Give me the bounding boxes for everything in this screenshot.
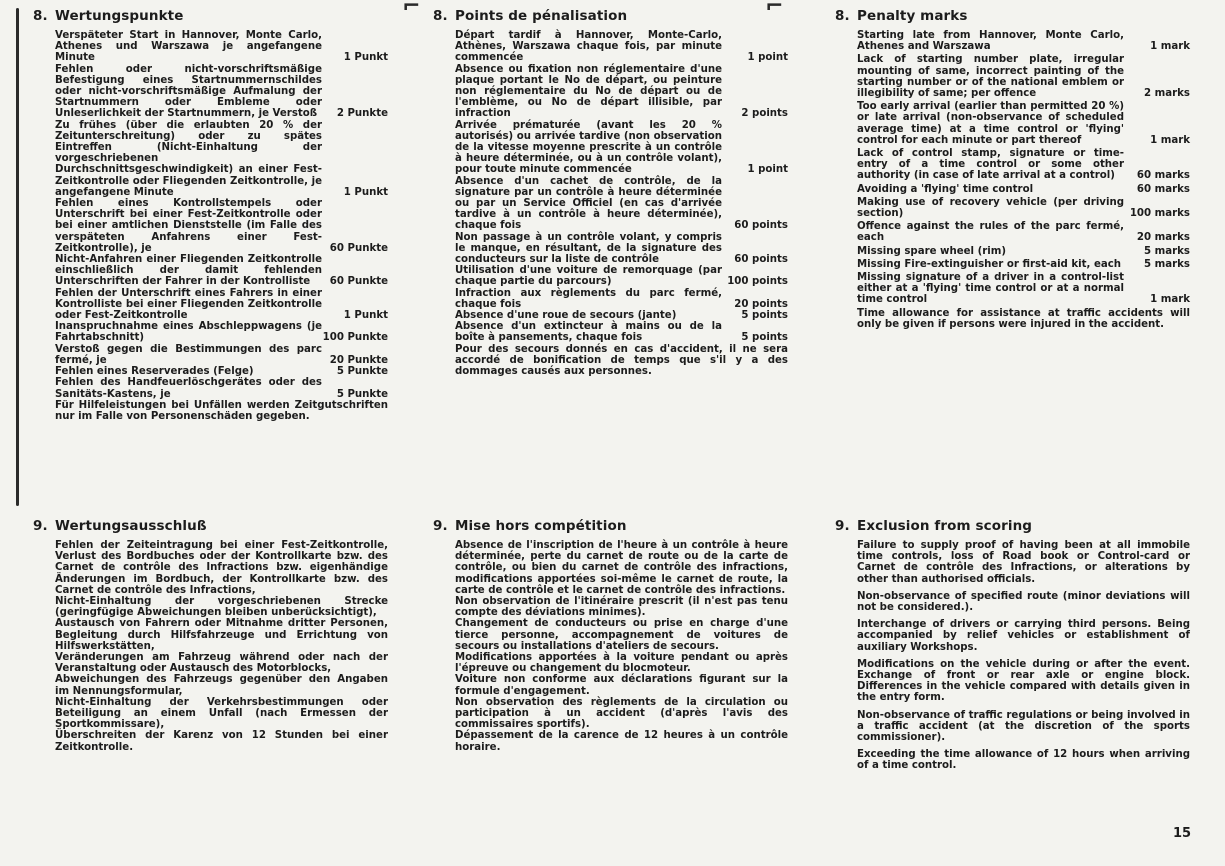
page-number: 15 — [1173, 826, 1192, 841]
exclusion-item: Non-observance of specified route (minor deviations will not be considered.). — [857, 590, 1190, 614]
section-heading: 9. Exclusion from scoring — [835, 518, 1033, 534]
penalty-row: Starting late from Hannover, Monte Carlo, Athenes and Warszawa 1 mark — [857, 30, 1190, 53]
penalty-row: Absence ou fixation non réglementaire d'une plaque portant le No de départ, ou peinture non réglementaire du No de départ ou de l'emblème, ou No de départ illisible, par infraction 2 points — [455, 63, 788, 120]
margin-mark-right: ⌐ — [765, 0, 784, 19]
penalty-row: Verspäteter Start in Hannover, Monte Carlo, Athenes und Warszawa je angefangene Minute 1 Punkt — [55, 30, 388, 64]
penalty-row: Absence d'une roue de secours (jante) 5 points — [455, 310, 788, 322]
exclusion-item: Failure to supply proof of having been at all immobile time controls, loss of Road book or Control-card or Carnet de contrôle des Infractions, or alterations by other than authorised officials. — [857, 540, 1190, 585]
penalty-row: Offence against the rules of the parc fermé, each 20 marks — [857, 221, 1190, 244]
penalty-row: Infraction aux règlements du parc fermé, chaque fois 20 points — [455, 287, 788, 310]
penalty-row: Nicht-Anfahren einer Fliegenden Zeitkontrolle einschließlich der damit fehlenden Unterschriften der Fahrer in der Kontrolliste 60 Punkte — [55, 254, 388, 288]
penalty-row: Fehlen eines Reserverades (Felge) 5 Punkte — [55, 366, 388, 378]
section-penalty-marks-en — [835, 8, 1190, 330]
section-heading: 8. Points de pénalisation — [433, 8, 628, 24]
exclusion-item: Überschreiten der Karenz von 12 Stunden bei einer Zeitkontrolle. — [55, 730, 388, 753]
section-body — [455, 540, 788, 753]
exclusion-item: Exceeding the time allowance of 12 hours when arriving of a time control. — [857, 749, 1190, 772]
section-penalty-points-fr — [433, 8, 788, 377]
section-body — [55, 30, 388, 422]
penalty-row: Absence d'un extincteur à mains ou de la boîte à pansements, chaque fois 5 points — [455, 321, 788, 344]
section-body — [455, 30, 788, 377]
penalty-row: Lack of control stamp, signature or time-entry of a time control or some other authority (in case of late arrival at a control) 60 marks — [857, 148, 1190, 182]
penalty-row: Fehlen eines Kontrollstempels oder Unterschrift bei einer Fest-Zeitkontrolle oder bei einer amtlichen Dienststelle (im Falle des verspäteten Anfahrens einer Fest-Zeitkontrolle), je 60 Punkte — [55, 198, 388, 254]
accident-note: Für Hilfeleistungen bei Unfällen werden Zeitgutschriften nur im Falle von Personenschäden gegeben. — [55, 399, 388, 422]
exclusion-item: Non observation de l'itinéraire prescrit (il n'est pas tenu compte des déviations minimes). — [455, 596, 788, 619]
penalty-row: Missing Fire-extinguisher or first-aid kit, each 5 marks — [857, 258, 1190, 270]
section-exclusion-de — [33, 518, 388, 753]
section-body — [857, 30, 1190, 330]
exclusion-item: Absence de l'inscription de l'heure à un contrôle à heure déterminée, perte du carnet de route ou de la carte de contrôle, ou bien du carnet de contrôle des infractions, modifications apportées soi-même le carnet de route, la carte de contrôle et le carnet de contrôle des infractions. — [455, 540, 788, 596]
exclusion-item: Voiture non conforme aux déclarations figurant sur la formule d'engagement. — [455, 674, 788, 697]
exclusion-item: Modifications apportées à la voiture pendant ou après l'épreuve ou changement du blocmoteur. — [455, 652, 788, 675]
penalty-row: Too early arrival (earlier than permitted 20 %) or late arrival (non-observance of scheduled average time) at a time control or 'flying' control for each minute or part thereof 1 mark — [857, 101, 1190, 146]
section-body — [55, 540, 388, 753]
exclusion-item: Nicht-Einhaltung der Verkehrsbestimmungen oder Beteiligung an einem Unfall (nach Ermessen der Sportkommissare), — [55, 696, 388, 731]
exclusion-item: Dépassement de la carence de 12 heures à un contrôle horaire. — [455, 730, 788, 753]
penalty-row: Utilisation d'une voiture de remorquage (par chaque partie du parcours) 100 points — [455, 265, 788, 288]
penalty-row: Départ tardif à Hannover, Monte-Carlo, Athènes, Warszawa chaque fois, par minute commencée 1 point — [455, 30, 788, 64]
exclusion-item: Abweichungen des Fahrzeugs gegenüber den Angaben im Nennungsformular, — [55, 674, 388, 697]
penalty-row: Lack of starting number plate, irregular mounting of same, incorrect painting of the starting number or of the national emblem or illegibility of same; per offence 2 marks — [857, 54, 1190, 100]
accident-note: Pour des secours donnés en cas d'accident, il ne sera accordé de bonification de temps que s'il y a des dommages causés aux personnes. — [455, 343, 788, 378]
margin-mark-left: ⌐ — [402, 0, 421, 19]
margin-bar — [16, 8, 19, 506]
penalty-row: Non passage à un contrôle volant, y compris le manque, en résultant, de la signature des conducteurs sur la liste de contrôle 60 points — [455, 231, 788, 266]
penalty-row: Verstoß gegen die Bestimmungen des parc fermé, je 20 Punkte — [55, 343, 388, 366]
section-body — [857, 540, 1190, 772]
exclusion-item: Non observation des règlements de la circulation ou participation à un accident (d'après l'avis des commissaires sportifs). — [455, 696, 788, 731]
exclusion-item: Modifications on the vehicle during or after the event. Exchange of front or rear axle or engine block. Differences in the vehicle compared with details given in the entry form. — [857, 658, 1190, 704]
exclusion-item: Veränderungen am Fahrzeug während oder nach der Veranstaltung oder Austausch des Motorblocks, — [55, 652, 388, 675]
accident-note: Time allowance for assistance at traffic accidents will only be given if persons were injured in the accident. — [857, 307, 1190, 330]
section-heading: 9. Wertungsausschluß — [33, 518, 207, 534]
section-heading: 8. Penalty marks — [835, 8, 968, 24]
exclusion-item: Nicht-Einhaltung der vorgeschriebenen Strecke (geringfügige Abweichungen bleiben unberücksichtigt), — [55, 596, 388, 619]
section-heading: 9. Mise hors compétition — [433, 518, 627, 534]
penalty-row: Fehlen des Handfeuerlöschgerätes oder des Sanitäts-Kastens, je 5 Punkte — [55, 377, 388, 400]
section-penalty-points-de — [33, 8, 388, 422]
penalty-row: Missing signature of a driver in a control-list either at a 'flying' time control or at a normal time control 1 mark — [857, 272, 1190, 306]
exclusion-item: Austausch von Fahrern oder Mitnahme dritter Personen, Begleitung durch Hilfsfahrzeuge und Errichtung von Hilfswerkstätten, — [55, 618, 388, 652]
section-exclusion-en — [835, 518, 1190, 778]
exclusion-item: Changement de conducteurs ou prise en charge d'une tierce personne, accompagnement de voitures de secours ou installations d'ateliers de secours. — [455, 618, 788, 652]
exclusion-item: Interchange of drivers or carrying third persons. Being accompanied by relief vehicles or establishment of auxiliary Workshops. — [857, 619, 1190, 653]
exclusion-item: Non-observance of traffic regulations or being involved in a traffic accident (at the discretion of the sports commissioner). — [857, 709, 1190, 744]
penalty-row: Absence d'un cachet de contrôle, de la signature par un contrôle à heure déterminée ou par un Service Officiel (en cas d'arrivée tardive à un contrôle à heure déterminée), chaque fois 60 points — [455, 175, 788, 232]
penalty-row: Arrivée prématurée (avant les 20 % autorisés) ou arrivée tardive (non observation de la vitesse moyenne prescrite à un contrôle à heure déterminée, ou à un contrôle volant), pour toute minute commencée 1 point — [455, 119, 788, 176]
exclusion-item: Fehlen der Zeiteintragung bei einer Fest-Zeitkontrolle, Verlust des Bordbuches oder der Kontrollkarte bzw. des Carnet de contrôle des Infractions bzw. eigenhändige Änderungen im Bordbuch, der Kontrollkarte bzw. des Carnet de contrôle des Infractions, — [55, 540, 388, 596]
penalty-row: Avoiding a 'flying' time control 60 marks — [857, 183, 1190, 195]
penalty-row: Fehlen oder nicht-vorschriftsmäßige Befestigung eines Startnummernschildes oder nicht-vorschriftsmäßige Aufmalung der Startnummern oder Embleme oder Unleserlichkeit der Startnummern, je Verstoß 2 Punkte — [55, 63, 388, 120]
penalty-row: Zu frühes (über die erlaubten 20 % der Zeitunterschreitung) oder zu spätes Eintreffen (Nicht-Einhaltung der vorgeschriebenen Durchschnittsgeschwindigkeit) an einer Fest-Zeitkontrolle oder Fliegenden Zeitkontrolle, je angefangene Minute 1 Punkt — [55, 119, 388, 198]
section-exclusion-fr — [433, 518, 788, 753]
section-heading: 8. Wertungspunkte — [33, 8, 184, 24]
penalty-row: Fehlen der Unterschrift eines Fahrers in einer Kontrolliste bei einer Fliegenden Zeitkontrolle oder Fest-Zeitkontrolle 1 Punkt — [55, 287, 388, 322]
penalty-row: Inanspruchnahme eines Abschleppwagens (je Fahrtabschnitt) 100 Punkte — [55, 321, 388, 344]
penalty-row: Making use of recovery vehicle (per driving section) 100 marks — [857, 196, 1190, 220]
penalty-row: Missing spare wheel (rim) 5 marks — [857, 245, 1190, 257]
